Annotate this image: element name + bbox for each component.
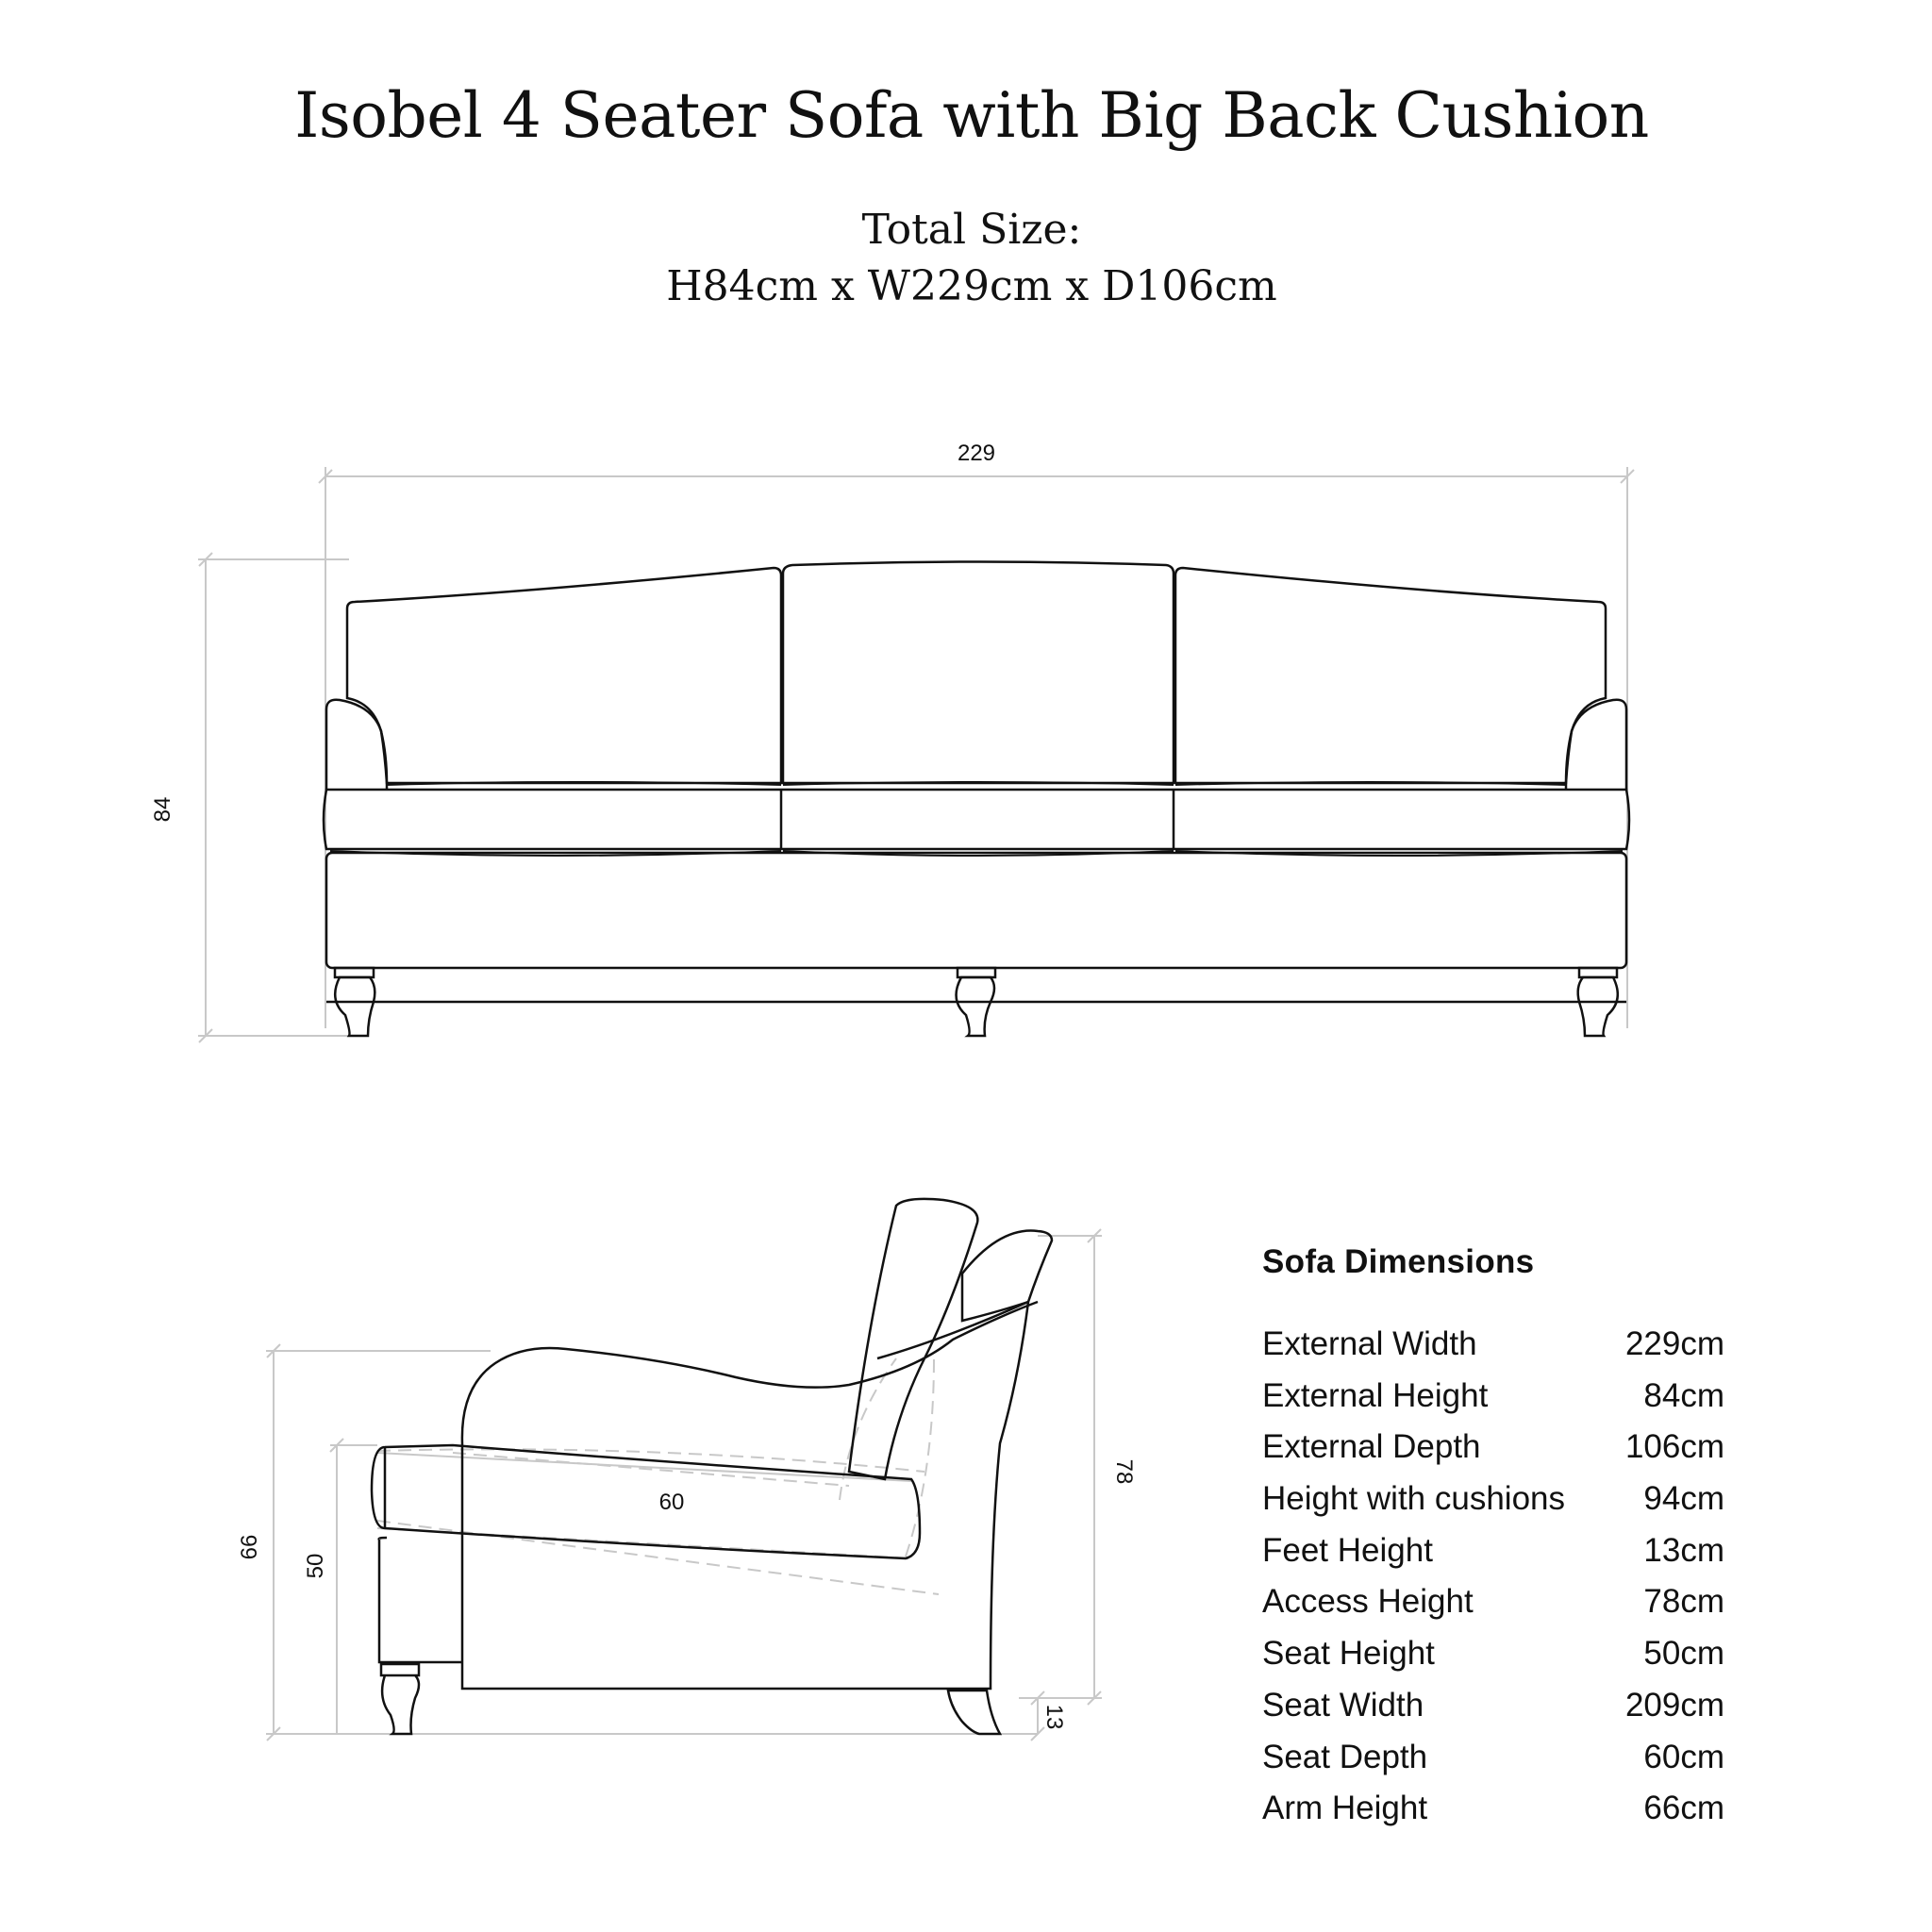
spec-value: 78cm — [1643, 1583, 1724, 1621]
spec-row — [1262, 1783, 1724, 1835]
front-height-label: 84 — [150, 796, 175, 823]
spec-heading: Sofa Dimensions — [1262, 1243, 1535, 1280]
spec-label: Seat Width — [1262, 1686, 1424, 1724]
spec-row — [1262, 1732, 1724, 1784]
spec-value: 94cm — [1643, 1480, 1724, 1518]
spec-value: 50cm — [1643, 1635, 1724, 1673]
spec-label: Access Height — [1262, 1583, 1474, 1621]
front-width-label: 229 — [957, 441, 996, 466]
seat-height-label: 50 — [303, 1553, 328, 1579]
spec-value: 13cm — [1643, 1531, 1724, 1569]
back-cushion-middle — [783, 562, 1174, 784]
spec-label: Seat Height — [1262, 1635, 1435, 1673]
page-title: Isobel 4 Seater Sofa with Big Back Cushion — [294, 79, 1649, 152]
side-front-rail — [379, 1540, 462, 1662]
feet-height-label: 13 — [1041, 1704, 1067, 1730]
spec-value: 229cm — [1624, 1325, 1724, 1362]
back-cushion-right — [1175, 568, 1606, 783]
arm-left — [326, 700, 387, 790]
side-back-cushion-front — [849, 1199, 977, 1479]
spec-row — [1262, 1474, 1724, 1525]
spec-label: Feet Height — [1262, 1531, 1433, 1569]
spec-label: External Height — [1262, 1376, 1489, 1414]
total-size-value: H84cm x W229cm x D106cm — [666, 262, 1277, 310]
spec-row — [1262, 1680, 1724, 1732]
spec-label: External Width — [1262, 1325, 1477, 1362]
sofa-dimensions-table — [1262, 1243, 1724, 1835]
spec-value: 60cm — [1643, 1738, 1724, 1775]
side-body — [462, 1302, 1028, 1689]
arm-right — [1566, 700, 1626, 790]
side-foot-rear — [948, 1690, 1000, 1734]
total-size-label: Total Size: — [861, 206, 1082, 254]
spec-value: 66cm — [1643, 1790, 1724, 1827]
spec-row — [1262, 1576, 1724, 1628]
spec-label: Seat Depth — [1262, 1738, 1428, 1775]
side-foot-front — [381, 1664, 419, 1734]
side-back-cushion-rear — [962, 1231, 1052, 1321]
front-view — [198, 467, 1634, 1042]
front-width-dimension-line — [319, 467, 1634, 1028]
seat-depth-label: 60 — [658, 1490, 685, 1515]
spec-row — [1262, 1422, 1724, 1474]
side-seat-cushion — [372, 1445, 920, 1558]
arm-height-label: 66 — [237, 1534, 262, 1560]
spec-label: External Depth — [1262, 1428, 1481, 1466]
spec-value: 106cm — [1624, 1428, 1724, 1466]
sofa-base — [326, 853, 1626, 968]
spec-label: Arm Height — [1262, 1790, 1428, 1827]
spec-row — [1262, 1319, 1724, 1371]
back-cushion-left — [347, 568, 781, 783]
spec-row — [1262, 1371, 1724, 1423]
spec-row — [1262, 1525, 1724, 1577]
seat-cushion-band — [324, 790, 1629, 849]
side-back-line — [877, 1302, 1028, 1358]
spec-value: 209cm — [1624, 1686, 1724, 1724]
access-height-label: 78 — [1111, 1458, 1137, 1485]
spec-value: 84cm — [1643, 1376, 1724, 1414]
spec-label: Height with cushions — [1262, 1480, 1565, 1518]
spec-row — [1262, 1628, 1724, 1680]
side-view — [266, 1199, 1102, 1740]
side-arm — [462, 1302, 1038, 1443]
